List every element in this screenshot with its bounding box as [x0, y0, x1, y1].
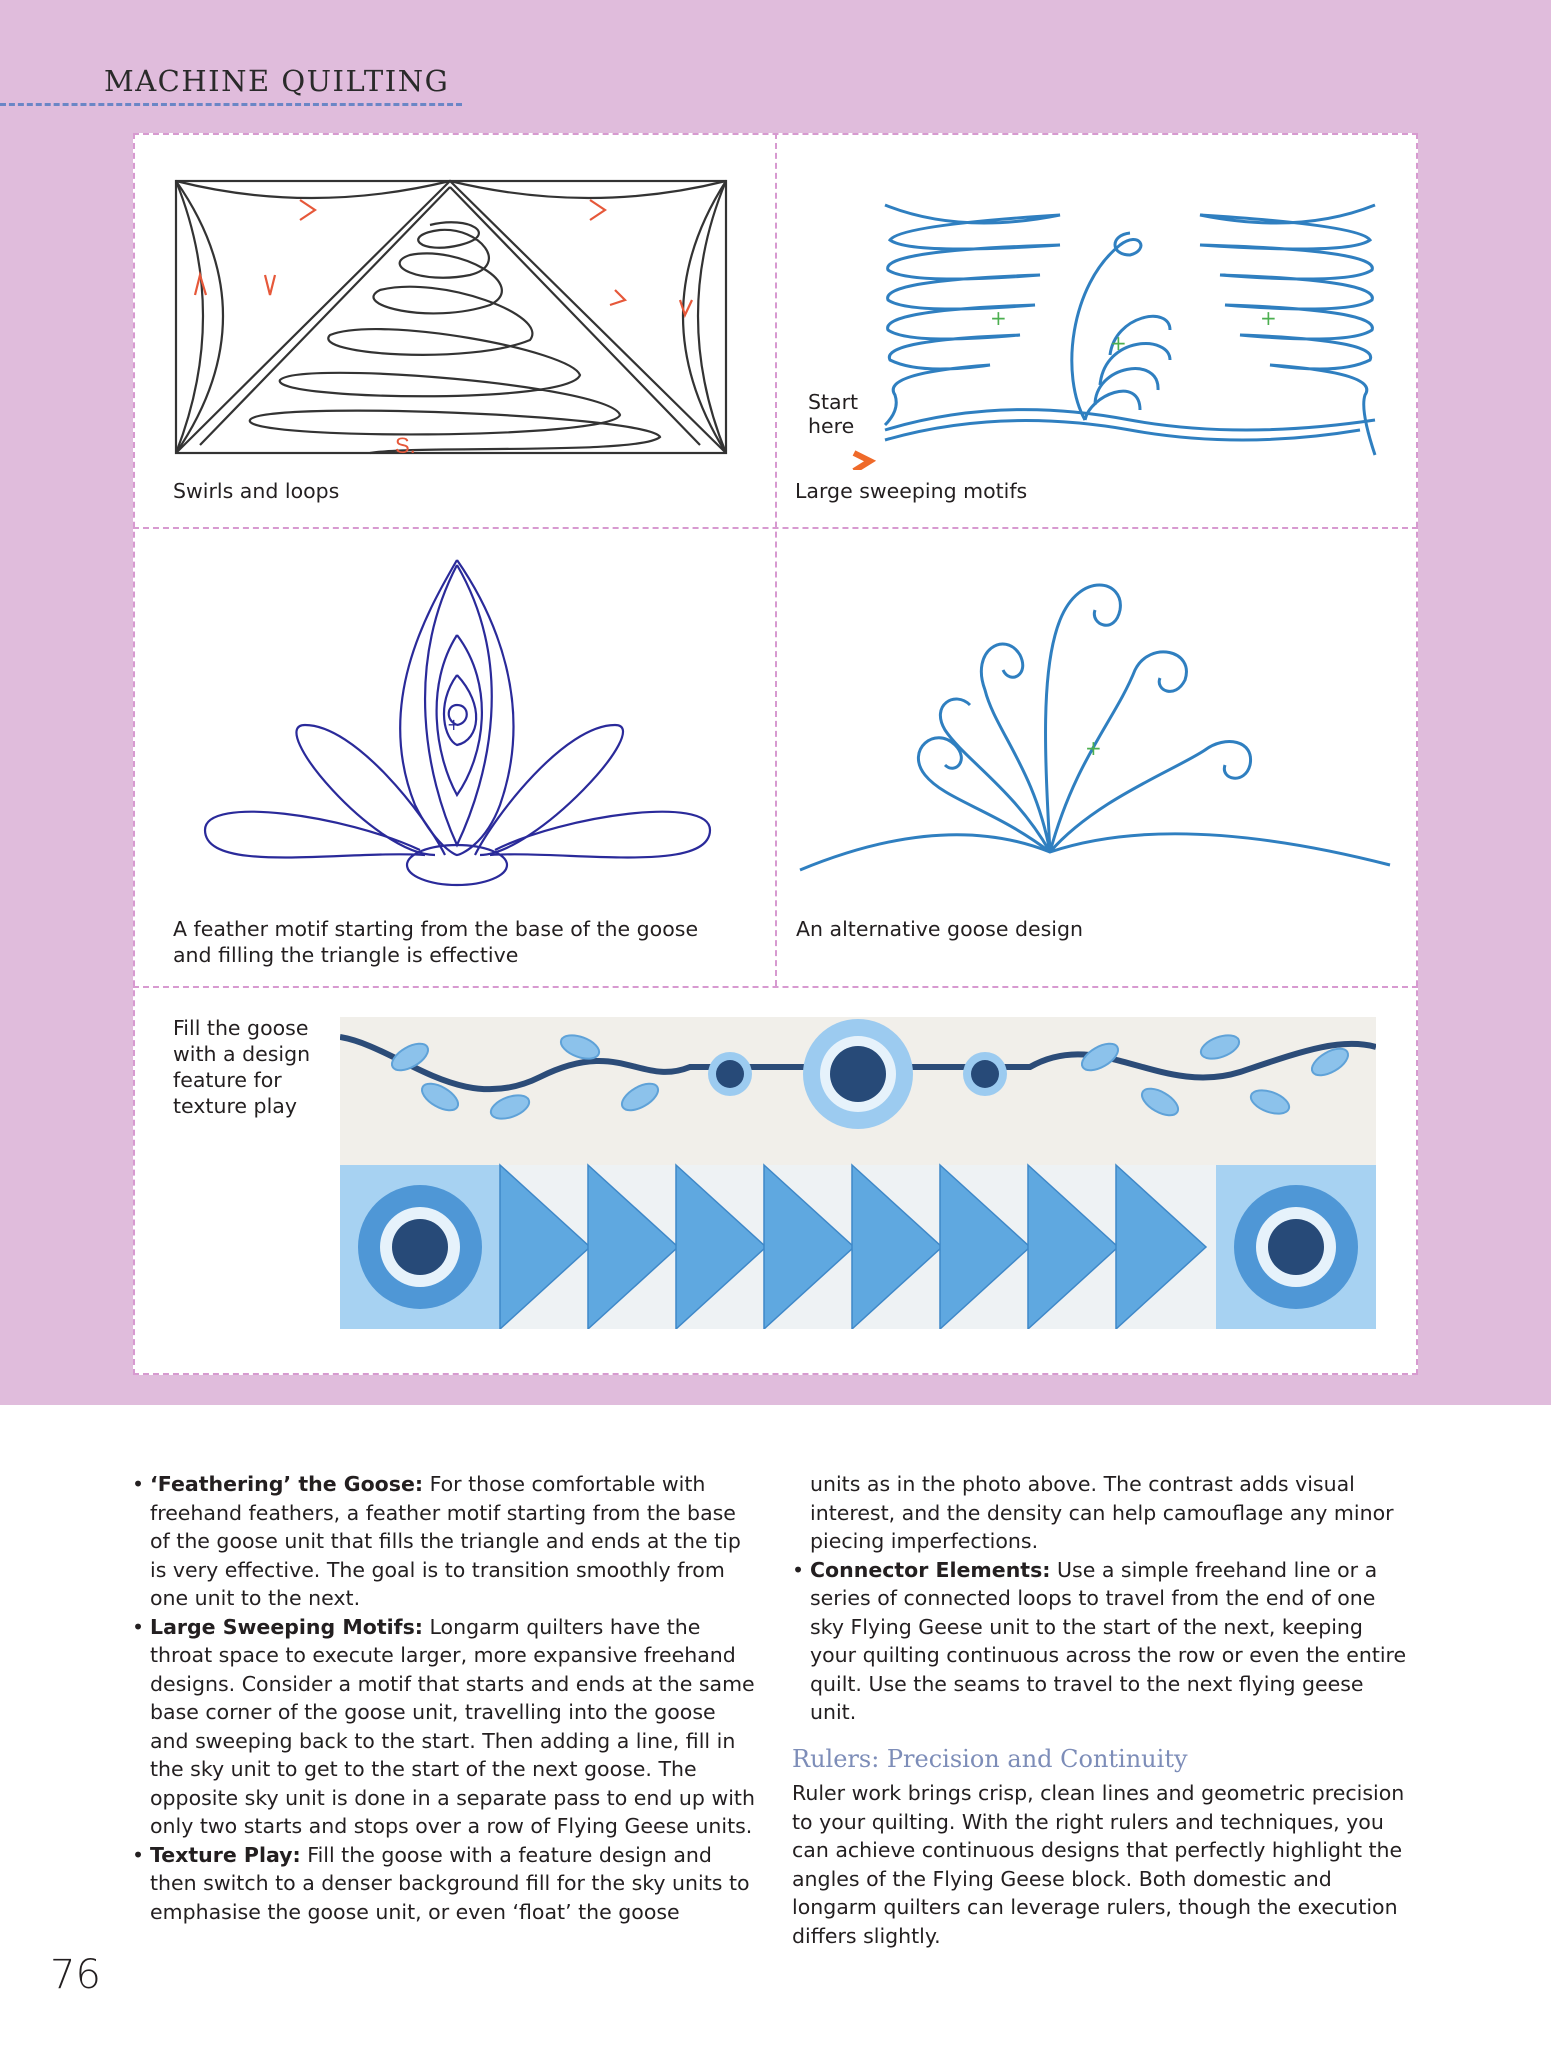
page-number: 76 — [50, 1952, 101, 1998]
caption-feather — [173, 916, 698, 968]
bullet-connector-text: Use a simple freehand line or a series of connected loops to travel from the end of one sky Flying Geese unit to the start of the next, keeping your quilting continuous across the row or even the entire quilt. Use the seams to travel to the next flying geese unit. — [810, 1557, 1407, 1724]
bullet-connector: • Connector Elements: Use a simple freehand line or a series of connected loops to travel from the end of one sky Flying Geese unit to the start of the next, keeping your quilting continuous across the row or even the entire quilt. Use the seams to travel to the next flying geese unit. — [792, 1557, 1407, 1724]
feather-motif-diagram — [195, 555, 725, 890]
caption-alt-goose: An alternative goose design — [796, 917, 1083, 941]
bullet-feathering-text: For those comfortable with freehand feathers, a feather motif starting from the base of the goose unit that fills the triangle and ends at the tip is very effective. The goal is to transition smoothly from one unit to the next. — [150, 1472, 741, 1610]
bullet-sweeping-term: Large Sweeping Motifs: — [150, 1614, 423, 1639]
start-label-line1: Start — [808, 390, 859, 414]
caption-texture-line4: texture play — [173, 1094, 297, 1118]
header-dashed-rule — [0, 103, 462, 106]
bullet-feathering: • ‘Feathering’ the Goose: For those comfortable with freehand feathers, a feather motif starting from the base of the goose unit that fills the triangle and ends at the tip is very effective. The goal is to transition smoothly from one unit to the next. — [132, 1472, 741, 1610]
svg-text:+: + — [1110, 331, 1127, 355]
texture-continuation: units as in the photo above. The contrast adds visual interest, and the density can help camouflage any minor piecing imperfections. — [810, 1472, 1394, 1553]
bullet-texture: • Texture Play: Fill the goose with a feature design and then switch to a denser background fill for the sky units to emphasise the goose unit, or even ‘float’ the goose — [132, 1842, 750, 1924]
section-title: MACHINE QUILTING — [104, 64, 450, 98]
svg-text:+: + — [1085, 736, 1102, 760]
sweeping-motifs-diagram — [840, 195, 1385, 470]
caption-feather-line2: and filling the triangle is effective — [173, 943, 519, 967]
bullet-sweeping-text: Longarm quilters have the throat space to execute larger, more expansive freehand designs. Consider a motif that starts and ends at the same base corner of the goose unit, travelling into the goose and sweeping back to the start. Then adding a line, fill in the sky unit to get to the start of the next goose. The opposite sky unit is done in a separate pass to end up with only two starts and stops over a row of Flying Geese units. — [150, 1614, 755, 1838]
bullet-sweeping: • Large Sweeping Motifs: Longarm quilters have the throat space to execute larger, more expansive freehand designs. Consider a motif that starts and ends at the same base corner of the goose unit, travelling into the goose and sweeping back to the start. Then adding a line, fill in the sky unit to get to the start of the next goose. The opposite sky unit is done in a separate pass to end up with only two starts and stops over a row of Flying Geese units. — [132, 1614, 755, 1838]
caption-texture-line2: with a design — [173, 1042, 311, 1066]
bullet-connector-term: Connector Elements: — [810, 1557, 1051, 1582]
caption-swirls: Swirls and loops — [173, 479, 340, 503]
caption-texture — [173, 1015, 310, 1119]
start-here-label — [808, 390, 858, 438]
swirl-start-mark: S. — [395, 433, 416, 458]
svg-text:+: + — [990, 306, 1007, 330]
alternative-goose-diagram — [795, 560, 1395, 880]
rulers-subheading: Rulers: Precision and Continuity — [792, 1744, 1188, 1773]
swirls-and-loops-diagram — [170, 175, 740, 465]
caption-texture-line3: feature for — [173, 1068, 282, 1092]
bullet-texture-text: Fill the goose with a feature design and then switch to a denser background fill for the sky units to emphasise the goose unit, or even ‘float’ the goose — [150, 1842, 750, 1924]
rulers-paragraph: Ruler work brings crisp, clean lines and geometric precision to your quilting. With the right rulers and techniques, you can achieve continuous designs that perfectly highlight the angles of the Flying Geese block. Both domestic and longarm quilters can leverage rulers, though the execution differs slightly. — [792, 1781, 1405, 1948]
quilt-photo — [340, 1017, 1376, 1329]
left-column — [132, 1470, 757, 1926]
svg-text:+: + — [447, 715, 461, 734]
start-label-line2: here — [808, 414, 855, 438]
panel-divider-1 — [133, 527, 1418, 529]
right-column — [792, 1470, 1412, 1950]
bullet-texture-term: Texture Play: — [150, 1842, 301, 1867]
panel-vertical-divider — [775, 133, 777, 986]
svg-text:+: + — [1260, 306, 1277, 330]
caption-sweeping: Large sweeping motifs — [795, 479, 1028, 503]
bullet-feathering-term: ‘Feathering’ the Goose: — [150, 1472, 424, 1496]
caption-texture-line1: Fill the goose — [173, 1016, 309, 1040]
caption-feather-line1: A feather motif starting from the base of the goose — [173, 917, 699, 941]
panel-divider-2 — [133, 986, 1418, 988]
